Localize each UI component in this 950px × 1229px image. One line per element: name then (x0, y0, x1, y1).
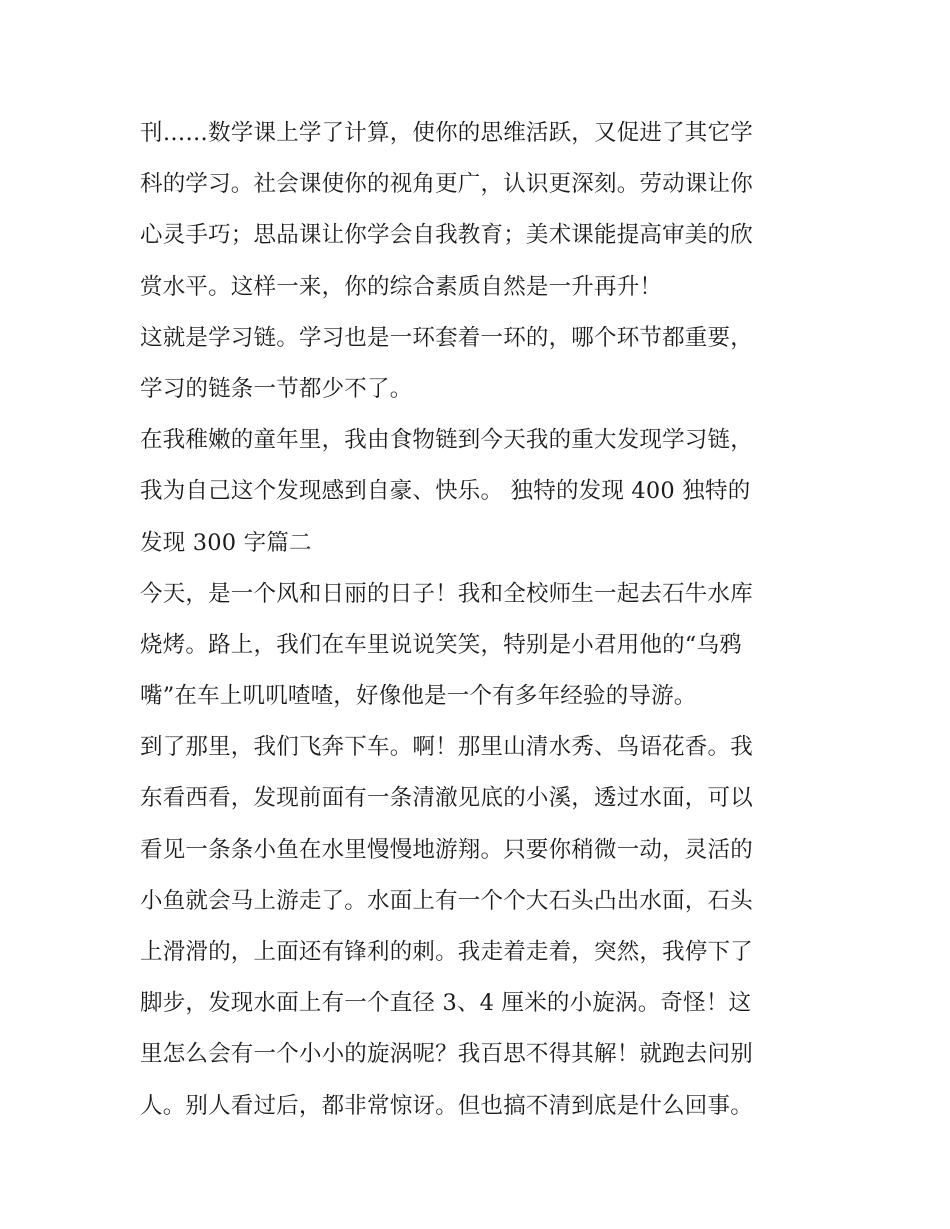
text-line: 里怎么会有一个小小的旋涡呢？我百思不得其解！就跑去问别 (140, 1041, 753, 1068)
text-line: 这就是学习链。学习也是一环套着一环的，哪个环节都重要， (140, 324, 753, 351)
text-line: 科的学习。社会课使你的视角更广，认识更深刻。劳动课让你 (140, 171, 753, 198)
body-text (140, 108, 830, 1132)
text-line: 发现 300 字篇二 (140, 529, 312, 556)
text-line: 东看西看，发现前面有一条清澈见底的小溪，透过水面，可以 (140, 785, 753, 812)
text-line: 到了那里，我们飞奔下车。啊！那里山清水秀、鸟语花香。我 (140, 734, 753, 761)
text-line: 在我稚嫩的童年里，我由食物链到今天我的重大发现学习链， (140, 427, 753, 454)
text-line: 心灵手巧；思品课让你学会自我教育；美术课能提高审美的欣 (140, 222, 753, 249)
text-line: 脚步，发现水面上有一个直径 3、4 厘米的小旋涡。奇怪！这 (140, 990, 752, 1017)
text-line: 刊……数学课上学了计算，使你的思维活跃，又促进了其它学 (140, 120, 753, 146)
text-line: 我为自己这个发现感到自豪、快乐。 独特的发现 400 独特的 (140, 478, 751, 505)
text-line: 上滑滑的，上面还有锋利的刺。我走着走着，突然，我停下了 (140, 939, 753, 965)
text-line: 赏水平。这样一来，你的综合素质自然是一升再升！ (140, 273, 663, 300)
text-line: 烧烤。路上，我们在车里说说笑笑，特别是小君用他的“乌鸦 (140, 631, 742, 658)
text-line: 看见一条条小鱼在水里慢慢地游翔。只要你稍微一动，灵活的 (140, 836, 753, 863)
text-line: 今天，是一个风和日丽的日子！我和全校师生一起去石牛水库 (140, 580, 753, 607)
text-line: 人。别人看过后，都非常惊讶。但也搞不清到底是什么回事。 (140, 1092, 753, 1119)
text-line: 嘴”在车上叽叽喳喳，好像他是一个有多年经验的导游。 (140, 683, 697, 710)
text-line: 学习的链条一节都少不了。 (140, 375, 413, 402)
text-line: 小鱼就会马上游走了。水面上有一个个大石头凸出水面，石头 (140, 887, 753, 914)
